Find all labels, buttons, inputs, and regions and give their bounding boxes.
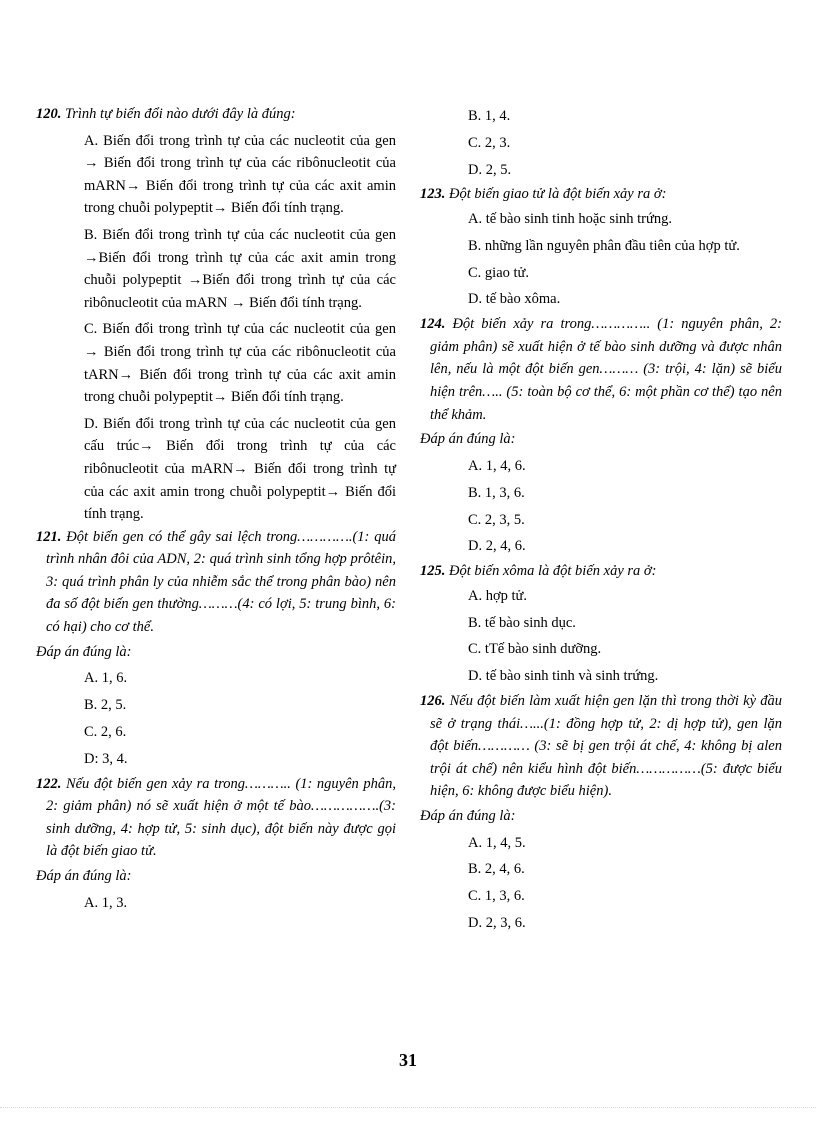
question-text: Trình tự biến đổi nào dưới đây là đúng:: [65, 106, 296, 122]
question-number: 121.: [36, 528, 62, 545]
option-d: D. 2, 5.: [468, 161, 512, 178]
question-125: [420, 560, 782, 583]
option-d: D. 2, 3, 6.: [468, 915, 526, 932]
option-a: A. 1, 6.: [84, 670, 128, 687]
option-a: A. Biến đổi trong trình tự của các nucleotit của gen → Biến đổi trong trình tự của các ribônucleotit của mARN→ Biến đổi trong trình tự của các axit amin trong chuỗi polypeptit→ Biến đổi tính trạng.: [84, 132, 396, 217]
question-text: Đột biến xảy ra trong………….. (1: nguyên phân, 2: giảm phân) sẽ xuất hiện ở tế bào sinh dưỡng và được nhân lên, nếu là một đột biến gen……… (3: trội, 4: lặn) sẽ biểu hiện trên….. (5: toàn bộ cơ thể, 6: một phần cơ thể) tạo nên thể khảm.: [430, 316, 782, 423]
option-c: C. 1, 3, 6.: [468, 888, 525, 905]
question-number: 124.: [420, 316, 446, 333]
option-d: D. Biến đổi trong trình tự của các nucleotit của gen cấu trúc→ Biến đổi trong trình tự của các ribônucleotit của mARN→ Biến đổi trong trình tự của các axit amin trong chuỗi polypeptit→ Biến đổi tính trạng.: [84, 415, 396, 523]
question-text: Nếu đột biến làm xuất hiện gen lặn thì trong thời kỳ đầu sẽ ở trạng thái…...(1: đồng hợp tử, 2: dị hợp tử), gen lặn đột biến………… (3: sẽ bị gen trội át chế, 4: không bị alen trội át chế) nên kiểu hình đột biến……………(5: được biểu hiện, 6: không được biểu hiện).: [430, 692, 782, 800]
question-126: [420, 690, 782, 803]
question-120: [36, 103, 396, 126]
question-text: Đột biến giao tử là đột biến xảy ra ở:: [449, 186, 667, 203]
option-a: A. 1, 3.: [84, 894, 128, 911]
option-b: B. tế bào sinh dục.: [468, 614, 576, 631]
page-number: 31: [399, 1050, 417, 1070]
option-b: B. 1, 3, 6.: [468, 484, 525, 501]
question-text: Đột biến xôma là đột biến xảy ra ở:: [449, 563, 657, 580]
answer-label: Đáp án đúng là:: [420, 807, 516, 824]
question-number: 120.: [36, 106, 62, 122]
option-c: C. 2, 6.: [84, 724, 127, 741]
question-number: 122.: [36, 775, 62, 792]
option-c: C. tTế bào sinh dưỡng.: [468, 641, 602, 658]
question-text: Nếu đột biến gen xảy ra trong……….. (1: nguyên phân, 2: giảm phân) nó sẽ xuất hiện ở một tế bào…………….(3: sinh dưỡng, 4: hợp tử, 5: sinh dục), đột biến này được gọi là đột biến giao tử.: [46, 775, 396, 860]
question-number: 123.: [420, 186, 446, 203]
option-d: D. tế bào sinh tinh và sinh trứng.: [468, 668, 659, 685]
option-c: C. Biến đổi trong trình tự của các nucleotit của gen → Biến đổi trong trình tự của các ribônucleotit của tARN→ Biến đổi trong trình tự của các axit amin trong chuỗi polypeptit→ Biến đổi tính trạng.: [84, 321, 396, 406]
option-a: A. tế bào sinh tinh hoặc sinh trứng.: [468, 210, 672, 227]
question-number: 126.: [420, 692, 446, 709]
option-a: A. 1, 4, 5.: [468, 834, 526, 851]
right-column: [420, 103, 782, 937]
question-number: 125.: [420, 563, 446, 580]
page-bottom-divider: [0, 1107, 816, 1108]
option-a: A. 1, 4, 6.: [468, 457, 526, 474]
option-c: C. giao tử.: [468, 264, 530, 281]
option-c: C. 2, 3, 5.: [468, 511, 525, 528]
option-d: D. tế bào xôma.: [468, 291, 561, 308]
answer-label: Đáp án đúng là:: [36, 643, 132, 660]
question-123: [420, 183, 782, 206]
option-b: B. 1, 4.: [468, 108, 511, 124]
question-124: [420, 313, 782, 426]
option-d: D: 3, 4.: [84, 750, 128, 767]
question-121: [36, 526, 396, 639]
option-c: C. 2, 3.: [468, 134, 511, 151]
option-a: A. hợp tử.: [468, 587, 528, 604]
question-text: Đột biến gen có thể gây sai lệch trong………….(1: quá trình nhân đôi của ADN, 2: quá trình sinh tổng hợp prôtêin, 3: quá trình phân ly của nhiễm sắc thể trong phân bào) nên đa số đột biến gen thường………(4: có lợi, 5: trung bình, 6: có hại) cho cơ thể.: [46, 528, 397, 636]
option-b: B. Biến đổi trong trình tự của các nucleotit của gen →Biến đổi trong trình tự của các axit amin trong chuỗi polypeptit →Biến đổi trong trình tự của các ribônucleotit của mARN → Biến đổi tính trạng.: [84, 226, 396, 311]
option-b: B. 2, 4, 6.: [468, 861, 525, 878]
answer-label: Đáp án đúng là:: [420, 431, 516, 448]
option-b: B. 2, 5.: [84, 697, 127, 714]
option-d: D. 2, 4, 6.: [468, 538, 526, 555]
left-column: [36, 103, 396, 917]
question-122: [36, 773, 396, 863]
answer-label: Đáp án đúng là:: [36, 868, 132, 885]
option-b: B. những lần nguyên phân đầu tiên của hợp tử.: [468, 237, 740, 254]
